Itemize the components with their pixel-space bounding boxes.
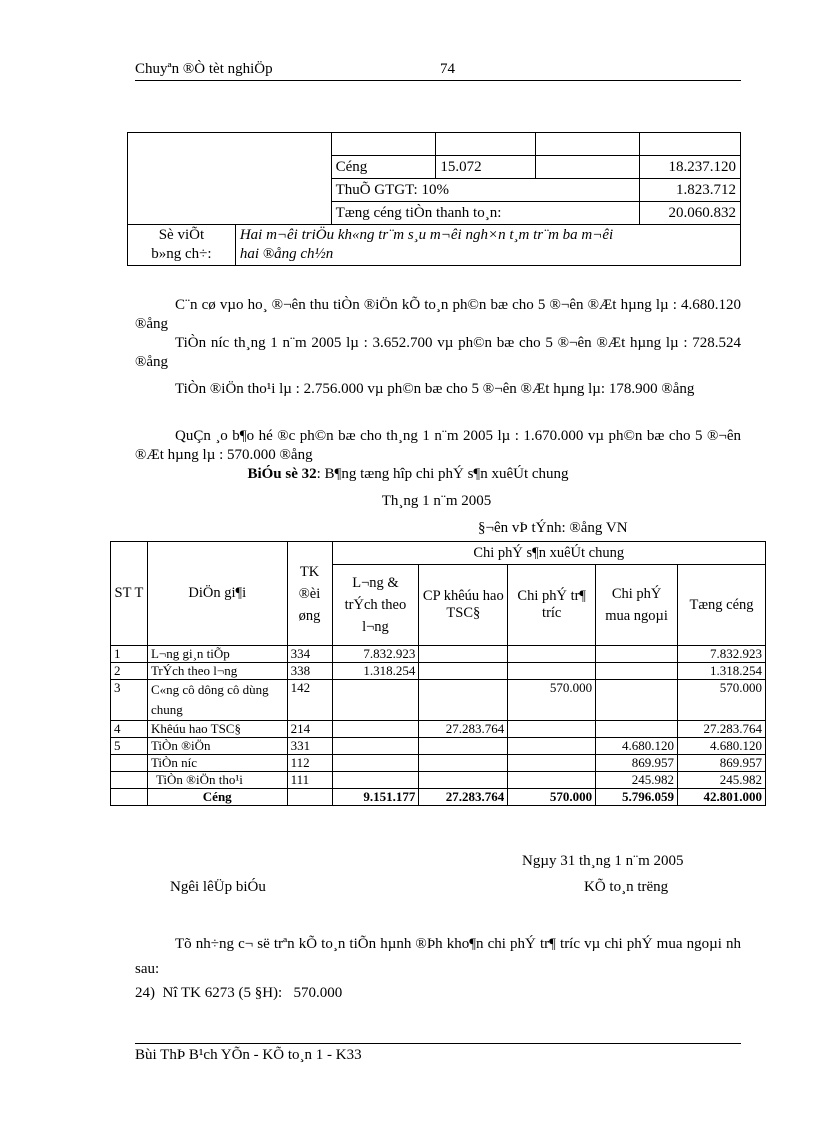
footer-rule bbox=[135, 1043, 741, 1044]
header-total: Tæng céng bbox=[678, 565, 766, 646]
invoice-table bbox=[127, 132, 741, 266]
grand-total-amount: 20.060.832 bbox=[640, 202, 741, 225]
table-row: TiÒn níc 112 869.957 869.957 bbox=[111, 755, 766, 772]
header-labour: L¬ng & trÝch theo l¬ng bbox=[332, 565, 419, 646]
grand-total-label: Tæng céng tiÒn thanh to¸n: bbox=[331, 202, 639, 225]
header-title: Chuyªn ®Ò tèt nghiÖp bbox=[135, 61, 273, 77]
vat-amount: 1.823.712 bbox=[640, 179, 741, 202]
header-stt: ST T bbox=[111, 542, 148, 646]
table-row bbox=[128, 225, 741, 266]
vat-label: ThuÕ GTGT: 10% bbox=[331, 179, 639, 202]
header-description: DiÖn gi¶i bbox=[147, 542, 287, 646]
page-number: 74 bbox=[440, 61, 455, 77]
figure-title: : B¶ng tæng hîp chi phÝ s¶n xuêÚt chung bbox=[316, 466, 569, 482]
table-row: 2 TrÝch theo l¬ng 338 1.318.254 1.318.254 bbox=[111, 663, 766, 680]
empty-cell bbox=[128, 133, 332, 225]
table-row: 4 Khêúu hao TSC§ 214 27.283.764 27.283.764 bbox=[111, 721, 766, 738]
total-quantity: 15.072 bbox=[436, 156, 536, 179]
paragraph-water: TiÒn níc th¸ng 1 n¨m 2005 lµ : 3.652.700 vµ ph©n bæ cho 5 ®¬ên ®Æt hµng lµ : 728.524 ®ång bbox=[135, 335, 741, 370]
header-rule bbox=[135, 80, 741, 81]
header-account: TK ®èi øng bbox=[287, 542, 332, 646]
closing-paragraph: Tõ nh÷ng c¬ së trªn kÕ to¸n tiÕn hµnh ®Þh kho¶n chi phÝ tr¶ tríc vµ chi phÝ mua ngoµi nh sau: bbox=[135, 936, 741, 977]
unit-label: §¬ên vÞ tÝnh: ®ång VN bbox=[478, 520, 628, 536]
table-total-row: Céng 9.151.177 27.283.764 570.000 5.796.059 42.801.000 bbox=[111, 789, 766, 806]
total-row-label: Céng bbox=[147, 789, 287, 806]
footer-author: Bùi ThÞ B¹ch YÕn - KÕ to¸n 1 - K33 bbox=[135, 1047, 362, 1063]
preparer-label: Ngêi lêÜp biÓu bbox=[170, 879, 266, 895]
header-depreciation: CP khêúu hao TSC§ bbox=[419, 565, 508, 646]
table-row: 1 L¬ng gi¸n tiÕp 334 7.832.923 7.832.923 bbox=[111, 646, 766, 663]
journal-entry: 24) Nî TK 6273 (5 §H): 570.000 bbox=[135, 985, 343, 1001]
table-row: 5 TiÒn ®iÖn 331 4.680.120 4.680.120 bbox=[111, 738, 766, 755]
amount-in-words-label: Sè viÕt b»ng ch÷: bbox=[128, 225, 236, 266]
figure-caption bbox=[0, 466, 816, 483]
paragraph-phone: TiÒn ®iÖn tho¹i lµ : 2.756.000 vµ ph©n bæ cho 5 ®¬ên ®Æt hµng lµ: 178.900 ®ång bbox=[175, 381, 695, 397]
signature-date: Ngµy 31 th¸ng 1 n¨m 2005 bbox=[522, 853, 684, 869]
header-external: Chi phÝ mua ngoµi bbox=[596, 565, 678, 646]
table-row: 3 C«ng cô dông cô dùng chung 142 570.000 570.000 bbox=[111, 680, 766, 721]
table-row: TiÒn ®iÖn tho¹i 111 245.982 245.982 bbox=[111, 772, 766, 789]
chief-accountant-label: KÕ to¸n trëng bbox=[584, 879, 669, 895]
cost-summary-table bbox=[110, 541, 766, 806]
table-row bbox=[128, 133, 741, 156]
total-label: Céng bbox=[331, 156, 436, 179]
figure-number: BiÓu sè 32 bbox=[247, 466, 317, 482]
paragraph-protective-gear: QuÇn ¸o b¶o hé ®c ph©n bæ cho th¸ng 1 n¨m 2005 lµ : 1.670.000 vµ ph©n bæ cho 5 ®¬ên ®Æt hµng lµ : 570.000 ®ång bbox=[135, 428, 741, 463]
header-prepaid: Chi phÝ tr¶ tríc bbox=[508, 565, 596, 646]
figure-period: Th¸ng 1 n¨m 2005 bbox=[381, 493, 492, 509]
total-amount: 18.237.120 bbox=[640, 156, 741, 179]
header-group: Chi phÝ s¶n xuêÚt chung bbox=[332, 542, 766, 565]
paragraph-electricity: C¨n cø vµo ho¸ ®¬ên thu tiÒn ®iÖn kÕ to¸n ph©n bæ cho 5 ®¬ên ®Æt hµng lµ : 4.680.120 ®ång bbox=[135, 297, 741, 332]
amount-in-words: Hai m¬êi triÖu kh«ng tr¨m s¸u m¬êi ngh×n t¸m tr¨m ba m¬êi hai ®ång ch½n bbox=[235, 225, 740, 266]
